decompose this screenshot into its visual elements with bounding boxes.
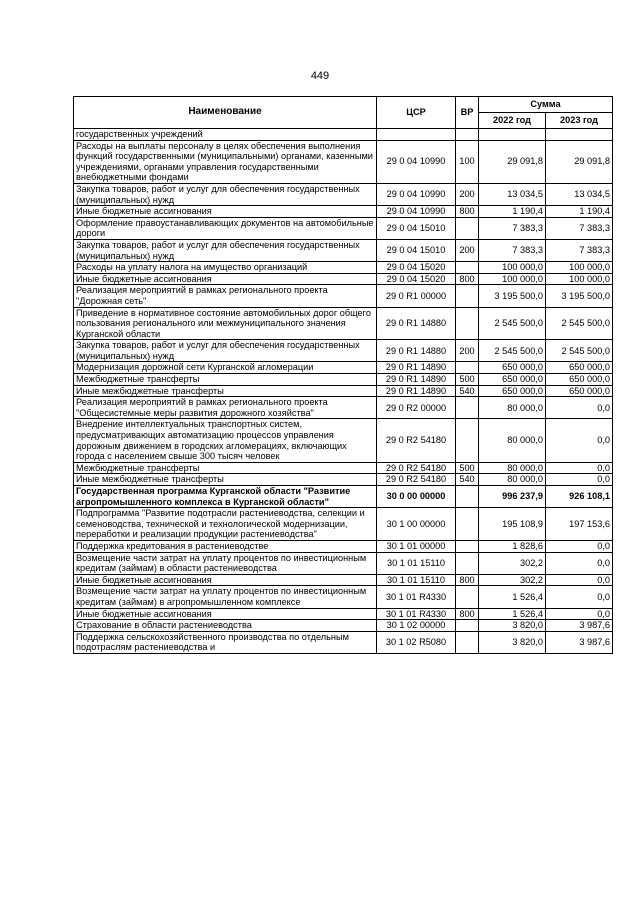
row-name-cell: государственных учреждений — [74, 129, 377, 141]
row-name-cell: Государственная программа Курганской области "Развитие агропромышленного комплекса в Курганской области" — [74, 486, 377, 508]
row-sum-2023-cell: 0,0 — [546, 574, 613, 586]
row-vr-cell: 800 — [456, 206, 479, 218]
table-row — [74, 285, 613, 307]
row-sum-2022-cell: 3 820,0 — [479, 631, 546, 653]
row-name-cell: Закупка товаров, работ и услуг для обеспечения государственных (муниципальных) нужд — [74, 239, 377, 261]
row-csr-cell: 29 0 R2 54180 — [377, 462, 456, 474]
table-row — [74, 608, 613, 620]
row-vr-cell — [456, 540, 479, 552]
row-sum-2022-cell: 80 000,0 — [479, 397, 546, 419]
row-sum-2022-cell: 100 000,0 — [479, 262, 546, 274]
row-csr-cell: 30 1 00 00000 — [377, 508, 456, 541]
row-name-cell: Иные бюджетные ассигнования — [74, 574, 377, 586]
row-vr-cell: 200 — [456, 183, 479, 205]
row-sum-2023-cell: 0,0 — [546, 419, 613, 462]
row-sum-2022-cell: 650 000,0 — [479, 362, 546, 374]
table-row — [74, 419, 613, 462]
row-csr-cell: 29 0 04 15020 — [377, 273, 456, 285]
table-row — [74, 620, 613, 632]
table-row — [74, 508, 613, 541]
row-vr-cell: 800 — [456, 574, 479, 586]
row-name-cell: Поддержка сельскохозяйственного производства по отдельным подотраслям растениеводства и — [74, 631, 377, 653]
row-sum-2023-cell: 0,0 — [546, 397, 613, 419]
row-vr-cell — [456, 285, 479, 307]
row-sum-2022-cell: 1 828,6 — [479, 540, 546, 552]
row-sum-2023-cell: 1 190,4 — [546, 206, 613, 218]
row-csr-cell: 29 0 R2 00000 — [377, 397, 456, 419]
row-sum-2023-cell: 0,0 — [546, 586, 613, 608]
row-vr-cell — [456, 129, 479, 141]
row-sum-2022-cell: 80 000,0 — [479, 462, 546, 474]
table-row — [74, 552, 613, 574]
row-name-cell: Иные межбюджетные трансферты — [74, 385, 377, 397]
table-row — [74, 385, 613, 397]
row-name-cell: Межбюджетные трансферты — [74, 462, 377, 474]
table-row — [74, 183, 613, 205]
row-sum-2022-cell — [479, 129, 546, 141]
row-vr-cell — [456, 419, 479, 462]
row-sum-2022-cell: 100 000,0 — [479, 273, 546, 285]
page-number: 449 — [310, 70, 330, 82]
header-year-2023: 2023 год — [546, 113, 613, 129]
row-sum-2023-cell: 0,0 — [546, 608, 613, 620]
table-row — [74, 307, 613, 340]
table-row — [74, 206, 613, 218]
row-sum-2023-cell: 7 383,3 — [546, 239, 613, 261]
table-body — [74, 129, 613, 654]
row-csr-cell: 29 0 04 10990 — [377, 206, 456, 218]
row-sum-2022-cell: 2 545 500,0 — [479, 340, 546, 362]
row-csr-cell: 29 0 R1 14890 — [377, 362, 456, 374]
row-sum-2022-cell: 3 820,0 — [479, 620, 546, 632]
row-csr-cell: 29 0 R2 54180 — [377, 474, 456, 486]
row-sum-2023-cell: 0,0 — [546, 474, 613, 486]
row-name-cell: Модернизация дорожной сети Курганской агломерации — [74, 362, 377, 374]
row-vr-cell — [456, 397, 479, 419]
row-csr-cell: 29 0 04 10990 — [377, 140, 456, 183]
row-csr-cell: 29 0 R2 54180 — [377, 419, 456, 462]
table-row — [74, 486, 613, 508]
table-row — [74, 362, 613, 374]
row-vr-cell — [456, 586, 479, 608]
row-sum-2023-cell: 650 000,0 — [546, 374, 613, 386]
row-sum-2022-cell: 7 383,3 — [479, 239, 546, 261]
row-vr-cell: 800 — [456, 608, 479, 620]
row-sum-2022-cell: 996 237,9 — [479, 486, 546, 508]
table-row — [74, 140, 613, 183]
row-csr-cell: 29 0 R1 14880 — [377, 307, 456, 340]
row-vr-cell — [456, 631, 479, 653]
row-vr-cell: 540 — [456, 385, 479, 397]
row-csr-cell: 29 0 04 15020 — [377, 262, 456, 274]
row-name-cell: Подпрограмма "Развитие подотрасли растениеводства, селекции и семеноводства, технической и технологической модернизации, переработки и реализации продукции растениеводства" — [74, 508, 377, 541]
row-sum-2022-cell: 302,2 — [479, 552, 546, 574]
table-row — [74, 374, 613, 386]
row-sum-2022-cell: 195 108,9 — [479, 508, 546, 541]
row-vr-cell — [456, 262, 479, 274]
table-row — [74, 474, 613, 486]
row-sum-2023-cell: 926 108,1 — [546, 486, 613, 508]
row-name-cell: Расходы на уплату налога на имущество организаций — [74, 262, 377, 274]
row-sum-2023-cell: 0,0 — [546, 552, 613, 574]
row-csr-cell: 30 1 01 15110 — [377, 552, 456, 574]
row-vr-cell: 500 — [456, 374, 479, 386]
row-sum-2023-cell: 2 545 500,0 — [546, 340, 613, 362]
row-csr-cell: 30 0 00 00000 — [377, 486, 456, 508]
row-name-cell: Страхование в области растениеводства — [74, 620, 377, 632]
table-row — [74, 397, 613, 419]
row-sum-2022-cell: 650 000,0 — [479, 385, 546, 397]
row-vr-cell — [456, 362, 479, 374]
row-sum-2023-cell: 650 000,0 — [546, 385, 613, 397]
row-sum-2023-cell: 3 195 500,0 — [546, 285, 613, 307]
row-name-cell: Иные бюджетные ассигнования — [74, 608, 377, 620]
row-vr-cell: 200 — [456, 239, 479, 261]
row-csr-cell: 30 1 02 00000 — [377, 620, 456, 632]
row-csr-cell: 30 1 01 R4330 — [377, 608, 456, 620]
row-sum-2023-cell: 13 034,5 — [546, 183, 613, 205]
row-vr-cell: 200 — [456, 340, 479, 362]
row-name-cell: Расходы на выплаты персоналу в целях обеспечения выполнения функций государственными (муниципальными) органами, казенными учреждениями, органами управления государственными внебюджетными фондами — [74, 140, 377, 183]
row-vr-cell — [456, 508, 479, 541]
row-vr-cell — [456, 620, 479, 632]
row-csr-cell: 30 1 01 R4330 — [377, 586, 456, 608]
row-name-cell: Оформление правоустанавливающих документов на автомобильные дороги — [74, 217, 377, 239]
table-row — [74, 262, 613, 274]
row-csr-cell: 30 1 02 R5080 — [377, 631, 456, 653]
row-sum-2023-cell: 3 987,6 — [546, 620, 613, 632]
row-vr-cell: 500 — [456, 462, 479, 474]
row-name-cell: Межбюджетные трансферты — [74, 374, 377, 386]
row-csr-cell: 29 0 04 15010 — [377, 239, 456, 261]
header-sum: Сумма — [479, 97, 613, 113]
header-name: Наименование — [74, 97, 377, 129]
row-sum-2023-cell: 100 000,0 — [546, 262, 613, 274]
row-sum-2023-cell: 29 091,8 — [546, 140, 613, 183]
row-name-cell: Закупка товаров, работ и услуг для обеспечения государственных (муниципальных) нужд — [74, 340, 377, 362]
row-sum-2023-cell: 2 545 500,0 — [546, 307, 613, 340]
row-sum-2022-cell: 1 526,4 — [479, 586, 546, 608]
table-row — [74, 239, 613, 261]
row-sum-2023-cell: 197 153,6 — [546, 508, 613, 541]
row-sum-2023-cell: 100 000,0 — [546, 273, 613, 285]
row-name-cell: Иные бюджетные ассигнования — [74, 273, 377, 285]
row-sum-2022-cell: 1 190,4 — [479, 206, 546, 218]
row-vr-cell: 800 — [456, 273, 479, 285]
row-sum-2022-cell: 650 000,0 — [479, 374, 546, 386]
table-row — [74, 631, 613, 653]
row-csr-cell: 29 0 04 10990 — [377, 183, 456, 205]
row-csr-cell: 30 1 01 00000 — [377, 540, 456, 552]
row-sum-2023-cell: 7 383,3 — [546, 217, 613, 239]
row-csr-cell: 29 0 R1 14890 — [377, 385, 456, 397]
row-name-cell: Возмещение части затрат на уплату процентов по инвестиционным кредитам (займам) в агропромышленном комплексе — [74, 586, 377, 608]
table-row — [74, 217, 613, 239]
row-name-cell: Внедрение интеллектуальных транспортных систем, предусматривающих автоматизацию процессов управления дорожным движением в городских агломерациях, включающих города с населением свыше 300 тысяч человек — [74, 419, 377, 462]
row-sum-2022-cell: 1 526,4 — [479, 608, 546, 620]
row-csr-cell: 29 0 R1 00000 — [377, 285, 456, 307]
row-sum-2023-cell: 0,0 — [546, 540, 613, 552]
table-row — [74, 340, 613, 362]
row-name-cell: Поддержка кредитования в растениеводстве — [74, 540, 377, 552]
header-year-2022: 2022 год — [479, 113, 546, 129]
row-csr-cell: 29 0 R1 14880 — [377, 340, 456, 362]
row-csr-cell — [377, 129, 456, 141]
row-vr-cell — [456, 552, 479, 574]
row-vr-cell: 100 — [456, 140, 479, 183]
row-sum-2022-cell: 29 091,8 — [479, 140, 546, 183]
table-row — [74, 586, 613, 608]
table-row — [74, 273, 613, 285]
row-vr-cell — [456, 486, 479, 508]
row-name-cell: Закупка товаров, работ и услуг для обеспечения государственных (муниципальных) нужд — [74, 183, 377, 205]
table-row — [74, 129, 613, 141]
row-sum-2023-cell — [546, 129, 613, 141]
row-sum-2023-cell: 650 000,0 — [546, 362, 613, 374]
row-vr-cell: 540 — [456, 474, 479, 486]
header-vr: ВР — [456, 97, 479, 129]
row-sum-2022-cell: 80 000,0 — [479, 419, 546, 462]
row-vr-cell — [456, 307, 479, 340]
row-name-cell: Иные бюджетные ассигнования — [74, 206, 377, 218]
row-sum-2022-cell: 7 383,3 — [479, 217, 546, 239]
row-csr-cell: 29 0 04 15010 — [377, 217, 456, 239]
header-csr: ЦСР — [377, 97, 456, 129]
row-sum-2022-cell: 302,2 — [479, 574, 546, 586]
row-name-cell: Возмещение части затрат на уплату процентов по инвестиционным кредитам (займам) в области растениеводства — [74, 552, 377, 574]
row-vr-cell — [456, 217, 479, 239]
row-name-cell: Реализация мероприятий в рамках регионального проекта "Общесистемные меры развития дорожного хозяйства" — [74, 397, 377, 419]
table-row — [74, 462, 613, 474]
row-csr-cell: 30 1 01 15110 — [377, 574, 456, 586]
row-sum-2023-cell: 0,0 — [546, 462, 613, 474]
table-header-row — [74, 97, 613, 113]
row-sum-2022-cell: 3 195 500,0 — [479, 285, 546, 307]
row-sum-2023-cell: 3 987,6 — [546, 631, 613, 653]
row-csr-cell: 29 0 R1 14890 — [377, 374, 456, 386]
row-name-cell: Реализация мероприятий в рамках регионального проекта "Дорожная сеть" — [74, 285, 377, 307]
row-name-cell: Приведение в нормативное состояние автомобильных дорог общего пользования регионального или межмуниципального значения Курганской области — [74, 307, 377, 340]
row-sum-2022-cell: 80 000,0 — [479, 474, 546, 486]
budget-table — [73, 96, 613, 654]
row-sum-2022-cell: 13 034,5 — [479, 183, 546, 205]
table-row — [74, 540, 613, 552]
row-name-cell: Иные межбюджетные трансферты — [74, 474, 377, 486]
row-sum-2022-cell: 2 545 500,0 — [479, 307, 546, 340]
table-row — [74, 574, 613, 586]
